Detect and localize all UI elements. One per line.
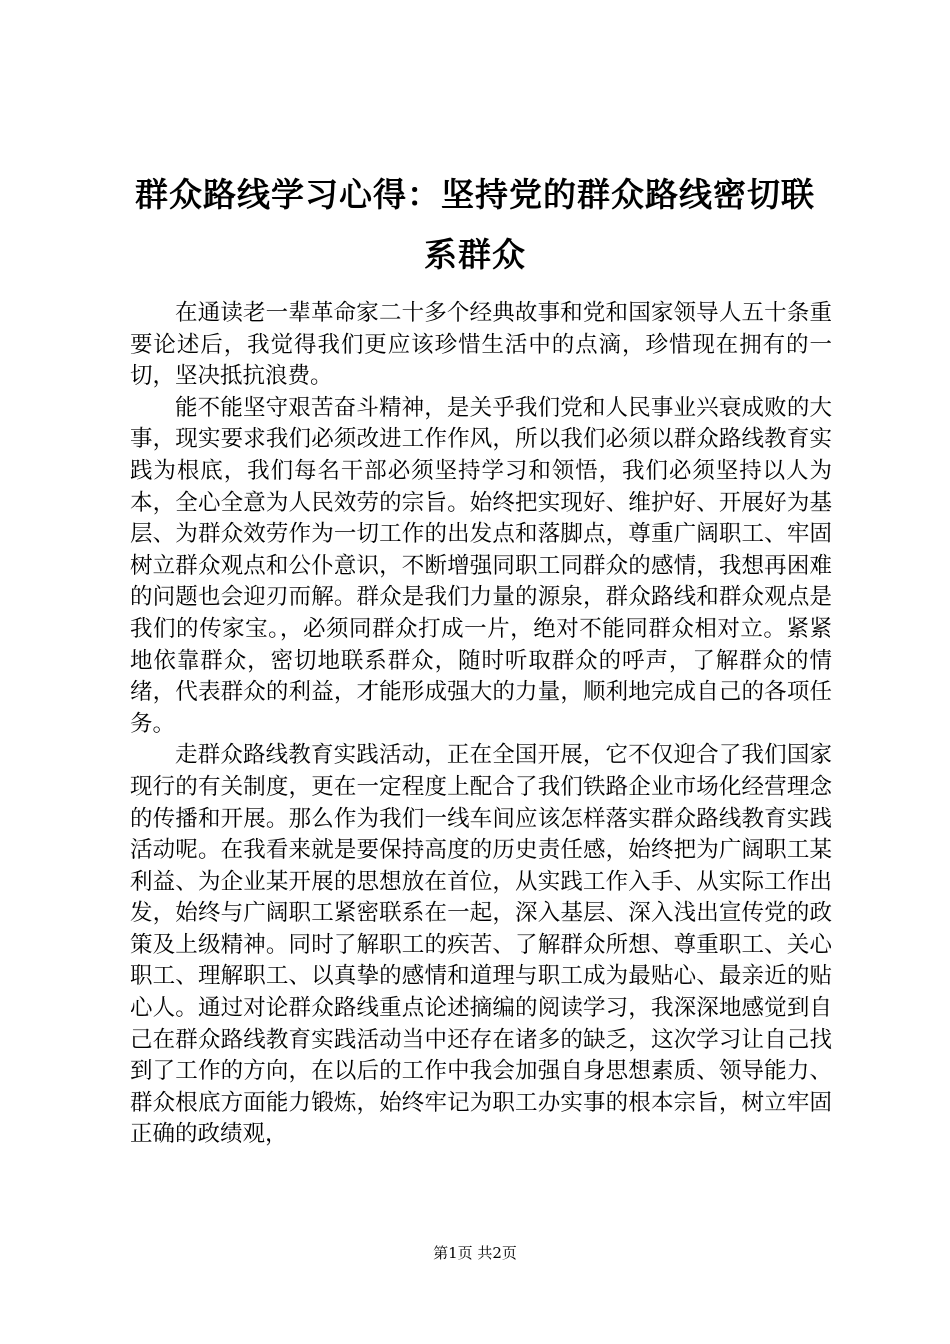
document-body	[130, 298, 832, 1151]
paragraph-3: 走群众路线教育实践活动，正在全国开展，它不仅迎合了我们国家现行的有关制度，更在一定程度上配合了我们铁路企业市场化经营理念的传播和开展。那么作为我们一线车间应该怎样落实群众路线教育实践活动呢。在我看来就是要保持高度的历史责任感，始终把为广阔职工某利益、为企业某开展的思想放在首位，从实践工作入手、从实际工作出发，始终与广阔职工紧密联系在一起，深入基层、深入浅出宣传党的政策及上级精神。同时了解职工的疾苦、了解群众所想、尊重职工、关心职工、理解职工、以真挚的感情和道理与职工成为最贴心、最亲近的贴心人。通过对论群众路线重点论述摘编的阅读学习，我深深地感觉到自己在群众路线教育实践活动当中还存在诸多的缺乏，这次学习让自己找到了工作的方向，在以后的工作中我会加强自身思想素质、领导能力、群众根底方面能力锻炼，始终牢记为职工办实事的根本宗旨，树立牢固正确的政绩观，	[130, 742, 832, 1148]
document-title: 群众路线学习心得：坚持党的群众路线密切联系群众	[135, 175, 815, 274]
paragraph-1: 在通读老一辈革命家二十多个经典故事和党和国家领导人五十条重要论述后，我觉得我们更应该珍惜生活中的点滴，珍惜现在拥有的一切，坚决抵抗浪费。	[130, 300, 832, 390]
page-number-footer: 第1页 共2页	[433, 1244, 517, 1262]
paragraph-2: 能不能坚守艰苦奋斗精神，是关乎我们党和人民事业兴衰成败的大事，现实要求我们必须改进工作作风，所以我们必须以群众路线教育实践为根底，我们每名干部必须坚持学习和领悟，我们必须坚持以人为本，全心全意为人民效劳的宗旨。始终把实现好、维护好、开展好为基层、为群众效劳作为一切工作的出发点和落脚点，尊重广阔职工、牢固树立群众观点和公仆意识，不断增强同职工同群众的感情，我想再困难的问题也会迎刃而解。群众是我们力量的源泉，群众路线和群众观点是我们的传家宝。，必须同群众打成一片，绝对不能同群众相对立。紧紧地依靠群众，密切地联系群众，随时听取群众的呼声，了解群众的情绪，代表群众的利益，才能形成强大的力量，顺利地完成自己的各项任务。	[130, 394, 832, 737]
